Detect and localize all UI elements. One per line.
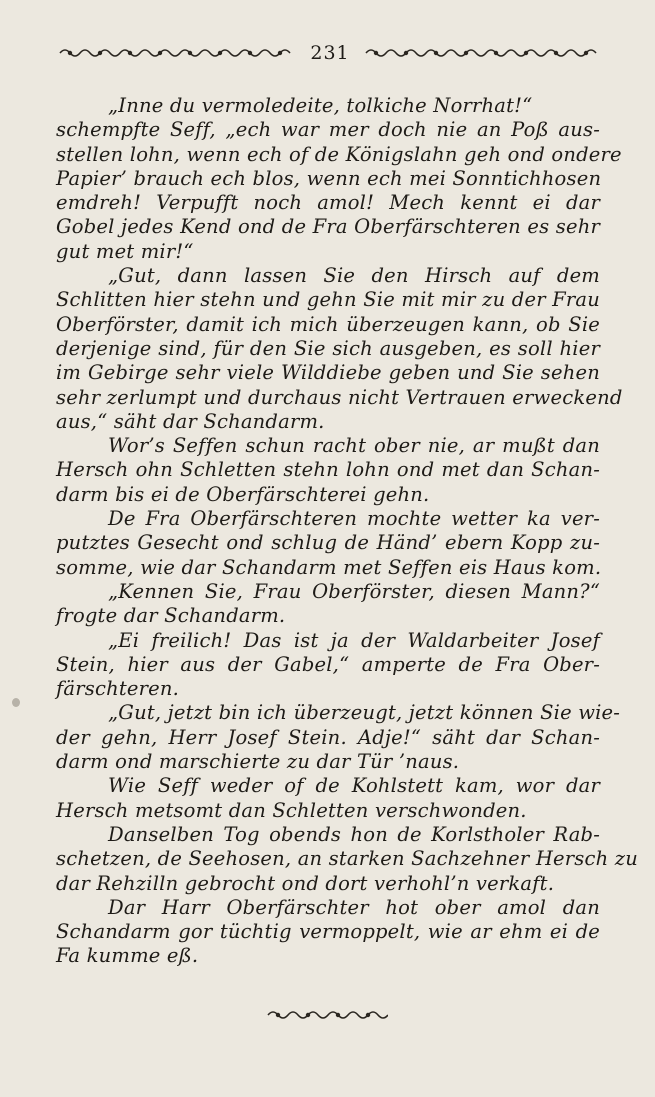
text-line: darm ond marschierte zu dar Tür ’naus. [56,750,460,774]
page-header [58,42,602,64]
body-text [56,94,639,969]
text-line: schempfte Seff, „ech war mer doch nie an Poß aus- [56,118,600,142]
footer-ornament-icon [266,1007,388,1021]
text-line: Wor’s Seffen schun racht ober nie, ar mußt dan [108,434,600,458]
header-ornament-right-icon [364,46,602,60]
text-line: Fa kumme eß. [56,944,199,968]
text-line: frogte dar Schandarm. [56,604,286,628]
text-line: De Fra Oberfärschteren mochte wetter ka ver- [108,507,600,531]
text-line: der gehn, Herr Josef Stein. Adje!“ säht dar Schan- [56,725,600,749]
text-line: Hersch ohn Schletten stehn lohn ond met dan Schan- [56,458,600,482]
text-line: „Kennen Sie, Frau Oberförster, diesen Mann?“ [108,579,600,603]
text-line: dar Rehzilln gebrocht ond dort verhohl’n verkaft. [56,871,555,895]
print-smudge [12,698,20,707]
text-line: sehr zerlumpt und durchaus nicht Vertrauen erweckend [56,385,623,409]
page-number: 231 [310,42,350,64]
text-line: somme, wie dar Schandarm met Seffen eis Haus kom. [56,555,602,579]
text-line: Schandarm gor tüchtig vermoppelt, wie ar ehm ei de [56,920,600,944]
text-line: im Gebirge sehr viele Wilddiebe geben und Sie sehen [56,361,600,385]
text-line: gut met mir!“ [56,239,194,263]
text-line: aus,“ säht dar Schandarm. [56,409,325,433]
text-line: Papier’ brauch ech blos, wenn ech mei Sonntichhosen [56,166,602,190]
text-line: Danselben Tog obends hon de Korlstholer Rab- [108,822,600,846]
text-line: „Gut, dann lassen Sie den Hirsch auf dem [108,264,600,288]
text-line: schetzen, de Seehosen, an starken Sachzehner Hersch zu [56,847,639,871]
text-line: putztes Gesecht ond schlug de Händ’ ebern Kopp zu- [56,531,600,555]
text-line: stellen lohn, wenn ech of de Königslahn geh ond ondere [56,142,622,166]
text-line: „Ei freilich! Das ist ja der Waldarbeiter Josef [108,628,600,652]
text-line: färschteren. [56,677,180,701]
text-line: Hersch metsomt dan Schletten verschwonden. [56,798,527,822]
text-line: Dar Harr Oberfärschter hot ober amol dan [108,895,600,919]
text-line: Wie Seff weder of de Kohlstett kam, wor dar [108,774,600,798]
text-line: darm bis ei de Oberfärschterei gehn. [56,482,430,506]
text-line: „Gut, jetzt bin ich überzeugt, jetzt können Sie wie- [108,701,621,725]
text-line: Oberförster, damit ich mich überzeugen kann, ob Sie [56,312,600,336]
text-line: derjenige sind, für den Sie sich ausgeben, es soll hier [56,336,600,360]
text-line: Schlitten hier stehn und gehn Sie mit mir zu der Frau [56,288,600,312]
text-line: emdreh! Verpufft noch amol! Mech kennt ei dar [56,191,600,215]
text-line: Gobel jedes Kend ond de Fra Oberfärschteren es sehr [56,215,600,239]
text-line: Stein, hier aus der Gabel,“ amperte de Fra Ober- [56,652,600,676]
text-line: „Inne du vermoledeite, tolkiche Norrhat!“ [108,94,533,117]
